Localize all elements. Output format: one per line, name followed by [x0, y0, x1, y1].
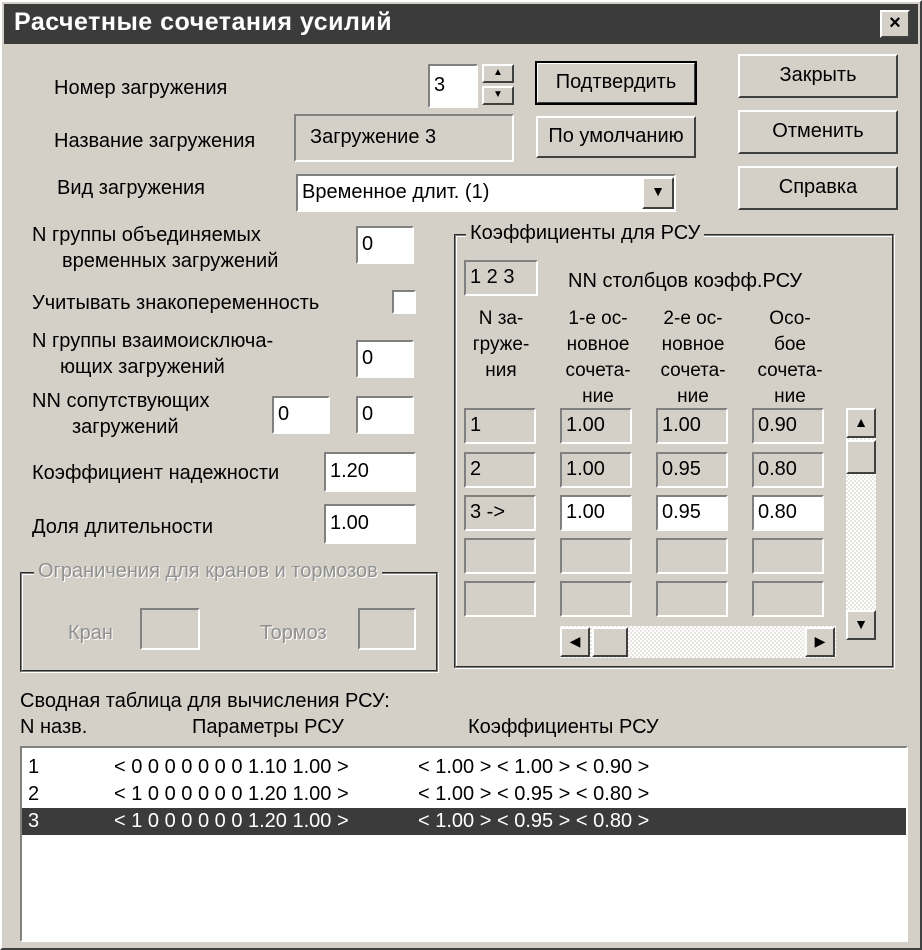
title-bar[interactable] [4, 4, 918, 44]
grid-cell [656, 581, 728, 617]
duration-label: Доля длительности [32, 516, 214, 538]
brake-field [358, 608, 416, 650]
grid-cell: 1.00 [560, 452, 632, 488]
cancel-button[interactable]: Отменить [738, 110, 898, 154]
crane-label: Кран [68, 622, 113, 644]
horizontal-scroll-thumb[interactable] [592, 627, 628, 657]
arrow-up-icon: ▲ [854, 414, 868, 430]
default-button[interactable]: По умолчанию [536, 116, 696, 158]
scroll-up-button[interactable] [846, 408, 876, 438]
arrow-right-icon: ▶ [814, 633, 826, 649]
grid-cell [464, 538, 536, 574]
arrow-up-icon: ▲ [493, 67, 503, 78]
group-temp-field[interactable]: 0 [356, 226, 414, 264]
grid-cell [560, 538, 632, 574]
arrow-down-icon: ▼ [854, 616, 868, 632]
grid-cell [560, 581, 632, 617]
grid-cell: 0.95 [656, 452, 728, 488]
accompany-field-2[interactable]: 0 [356, 396, 414, 434]
summary-col-n: N назв. [20, 716, 88, 738]
close-icon: × [889, 12, 901, 34]
chevron-down-icon: ▼ [651, 183, 665, 199]
accompany-label: NN сопутствующих загружений [32, 390, 210, 438]
arrow-down-icon: ▼ [493, 89, 503, 100]
columns-label: NN столбцов коэфф.РСУ [568, 270, 803, 292]
load-name-field: Загружение 3 [294, 114, 514, 162]
header-basic-2: 2-е ос- новное сочета- ние [660, 308, 726, 407]
summary-col-coefs: Коэффициенты РСУ [468, 716, 659, 738]
spin-up-button[interactable] [482, 64, 514, 83]
grid-cell [752, 581, 824, 617]
grid-cell: 3 -> [464, 495, 536, 531]
load-name-label: Название загружения [54, 130, 256, 152]
grid-cell [464, 581, 536, 617]
brake-label: Тормоз [260, 622, 327, 644]
list-item[interactable]: 1 < 0 0 0 0 0 0 0 1.10 1.00 > < 1.00 > < 1.00 > < 0.90 > [28, 756, 650, 778]
window-title: Расчетные сочетания усилий [14, 8, 393, 36]
close-window-button[interactable] [880, 10, 910, 38]
vertical-scroll-thumb[interactable] [846, 440, 876, 474]
header-basic-1: 1-е ос- новное сочета- ние [565, 308, 631, 407]
list-item[interactable]: 2 < 1 0 0 0 0 0 0 1.20 1.00 > < 1.00 > < 0.95 > < 0.80 > [28, 783, 650, 805]
grid-cell: 1.00 [656, 408, 728, 444]
alternating-checkbox[interactable] [392, 290, 416, 314]
confirm-button[interactable]: Подтвердить [536, 62, 696, 104]
header-special: Осо- бое сочета- ние [757, 308, 823, 407]
summary-list[interactable] [20, 746, 908, 942]
grid-cell [752, 538, 824, 574]
grid-cell-editable[interactable]: 0.95 [656, 495, 728, 531]
columns-field: 1 2 3 [464, 260, 538, 296]
arrow-left-icon: ◀ [569, 633, 581, 649]
coef-group-title: Коэффициенты для РСУ [466, 222, 704, 245]
grid-cell: 1 [464, 408, 536, 444]
load-type-value: Временное длит. (1) [302, 181, 490, 203]
grid-cell-editable[interactable]: 0.80 [752, 495, 824, 531]
grid-cell: 0.80 [752, 452, 824, 488]
summary-col-params: Параметры РСУ [192, 716, 344, 738]
scroll-left-button[interactable] [560, 627, 590, 657]
crane-field [140, 608, 200, 650]
reliability-field[interactable]: 1.20 [324, 452, 416, 492]
grid-cell [656, 538, 728, 574]
help-button[interactable]: Справка [738, 166, 898, 210]
scroll-down-button[interactable] [846, 610, 876, 640]
load-type-label: Вид загружения [57, 177, 205, 199]
load-number-label: Номер загружения [54, 77, 228, 99]
close-button[interactable]: Закрыть [738, 54, 898, 98]
reliability-label: Коэффициент надежности [32, 462, 280, 484]
summary-title: Сводная таблица для вычисления РСУ: [20, 690, 390, 712]
alternating-label: Учитывать знакопеременность [32, 292, 320, 314]
header-load-n: N за- гружe- ния [472, 308, 530, 381]
crane-group-title: Ограничения для кранов и тормозов [34, 560, 382, 583]
mutex-field[interactable]: 0 [356, 340, 414, 378]
duration-field[interactable]: 1.00 [324, 504, 416, 544]
grid-cell: 2 [464, 452, 536, 488]
load-type-select[interactable] [296, 174, 676, 212]
group-temp-label: N группы объединяемых временных загружений [32, 224, 279, 272]
grid-cell: 1.00 [560, 408, 632, 444]
list-item-selected[interactable]: 3 < 1 0 0 0 0 0 0 1.20 1.00 > < 1.00 > < 0.95 > < 0.80 > [22, 808, 906, 835]
mutex-label: N группы взаимоисключа- ющих загружений [32, 330, 274, 378]
load-number-field[interactable]: 3 [428, 64, 478, 108]
accompany-field-1[interactable]: 0 [272, 396, 330, 434]
grid-cell-editable[interactable]: 1.00 [560, 495, 632, 531]
scroll-right-button[interactable] [805, 627, 835, 657]
grid-cell: 0.90 [752, 408, 824, 444]
spin-down-button[interactable] [482, 86, 514, 105]
dropdown-button[interactable] [642, 177, 674, 209]
